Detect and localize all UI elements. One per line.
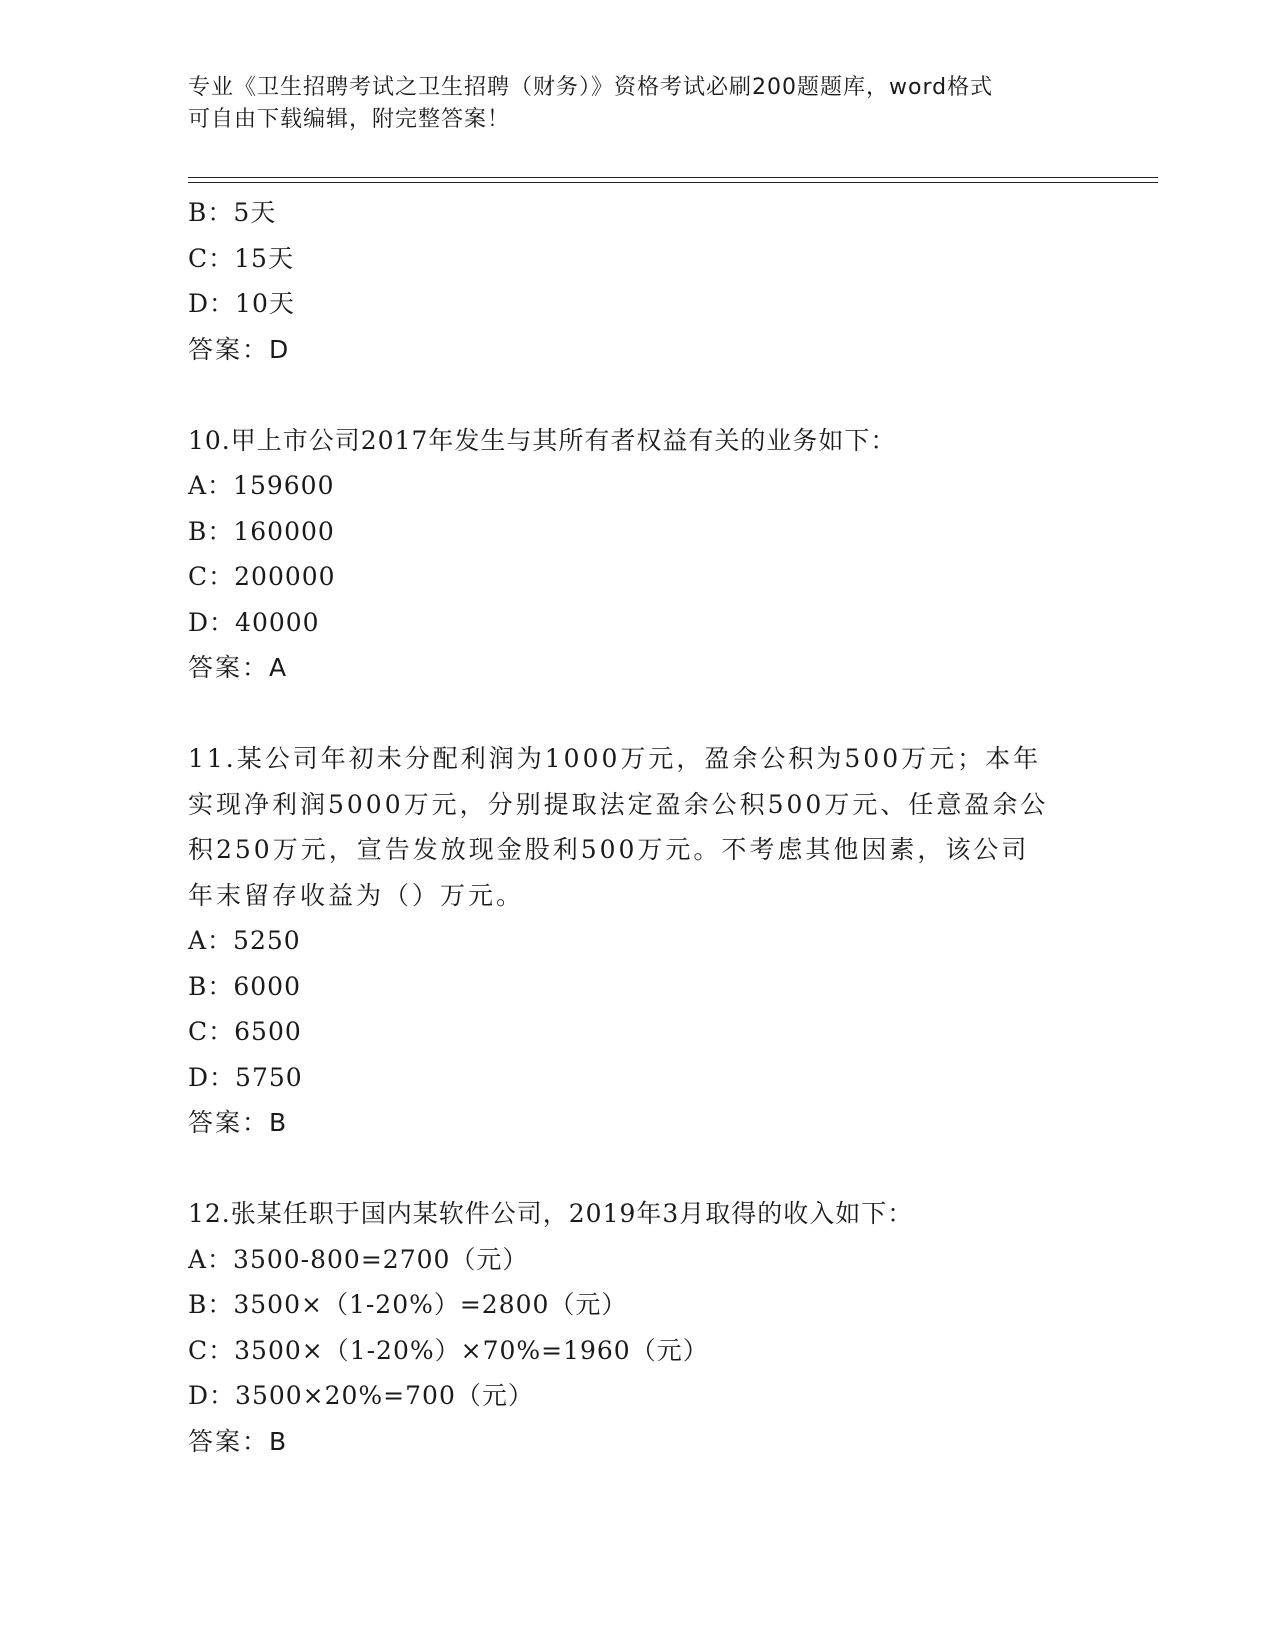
option-a: A：159600 (188, 471, 335, 500)
question-11 (188, 736, 1088, 1146)
option-c: C：15天 (188, 243, 294, 273)
option-c: C：6500 (188, 1017, 302, 1046)
spacer (188, 691, 1088, 737)
question-stem: 12.张某任职于国内某软件公司，2019年3月取得的收入如下： (188, 1199, 914, 1228)
question-9-tail (188, 190, 1088, 372)
header-line-2: 可自由下载编辑，附完整答案！ (188, 107, 511, 132)
option-d: D：40000 (188, 607, 320, 637)
question-stem-line: 年末留存收益为（）万元。 (188, 880, 525, 910)
header-line-1: 专业《卫生招聘考试之卫生招聘（财务）》资格考试必刷200题题库，word格式 (188, 75, 994, 100)
answer-label: 答案：A (188, 653, 289, 682)
option-a: A：5250 (188, 926, 301, 955)
spacer (188, 1146, 1088, 1192)
option-d: D：3500×20%=700（元） (188, 1381, 534, 1410)
header-divider-bottom (188, 182, 1158, 183)
option-c: C：3500×（1-20%）×70%=1960（元） (188, 1335, 709, 1365)
question-stem: 10.甲上市公司2017年发生与其所有者权益有关的业务如下： (188, 425, 897, 455)
question-12 (188, 1191, 1088, 1464)
option-d: D：5750 (188, 1062, 303, 1092)
header-divider-top (188, 177, 1158, 178)
document-header (188, 72, 1068, 136)
option-c: C：200000 (188, 562, 336, 591)
question-stem-line: 积250万元，宣告发放现金股利500万元。不考虑其他因素，该公司 (188, 835, 1030, 864)
option-d: D：10天 (188, 289, 295, 318)
option-a: A：3500-800=2700（元） (188, 1244, 529, 1274)
answer-label: 答案：D (188, 334, 291, 364)
question-stem-line: 11.某公司年初未分配利润为1000万元，盈余公积为500万元；本年 (188, 744, 1042, 773)
spacer (188, 372, 1088, 418)
answer-label: 答案：B (188, 1108, 289, 1137)
question-content (188, 190, 1088, 1464)
option-b: B：5天 (188, 198, 277, 227)
question-10 (188, 418, 1088, 691)
question-stem-line: 实现净利润5000万元，分别提取法定盈余公积500万元、任意盈余公 (188, 789, 1049, 819)
option-b: B：160000 (188, 516, 335, 546)
option-b: B：3500×（1-20%）=2800（元） (188, 1290, 628, 1319)
answer-label: 答案：B (188, 1426, 289, 1456)
option-b: B：6000 (188, 971, 301, 1001)
